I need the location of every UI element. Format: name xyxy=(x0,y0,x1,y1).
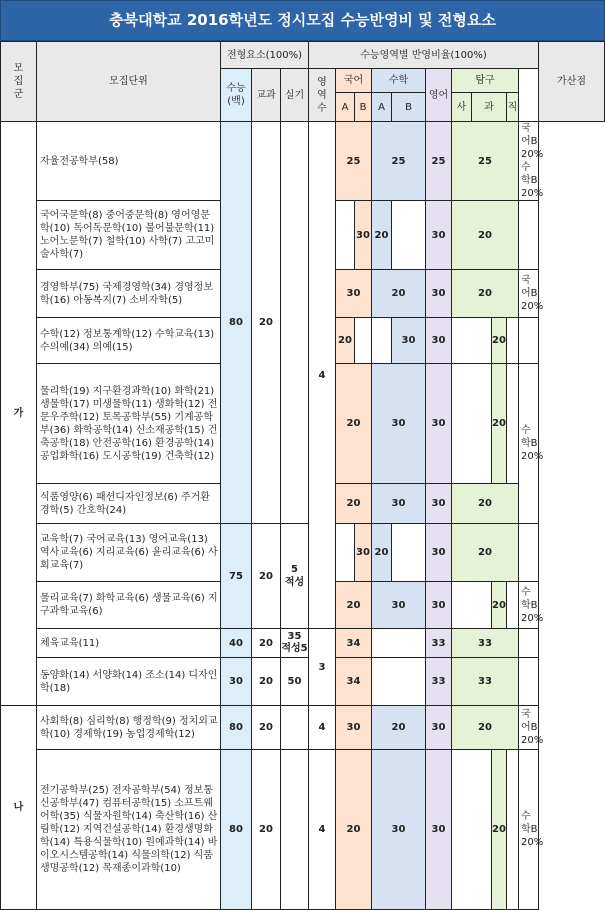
row-unit: 경영학부(75) 국제경영학(34) 경영정보학(16) 아동복지(7) 소비자학(5) xyxy=(37,270,221,318)
math-ratio: 20 xyxy=(372,524,392,582)
row-unit: 물리교육(7) 화학교육(6) 생물교육(6) 지구과학교육(6) xyxy=(37,582,221,629)
silgi-ratio xyxy=(281,750,309,910)
page-title: 충북대학교 2016학년도 정시모집 수능반영비 및 전형요소 xyxy=(0,0,605,41)
row-unit: 물리학(19) 지구환경과학(10) 화학(21) 생물학(17) 미생물학(11) 생화학(12) 전문우주학(12) 토목공학부(55) 기계공학부(36) 화학공학(14) 신소재공학(15) 건축공학(18) 안전공학(16) 환경공학(14) 공업화학(16) 도시공학(19) 건축학(12) xyxy=(37,364,221,484)
area-count: 4 xyxy=(309,750,336,910)
area-count: 4 xyxy=(309,706,336,750)
header-inquiry-jik: 직 xyxy=(507,93,519,122)
header-inquiry: 탐구 xyxy=(452,69,519,93)
english-ratio: 30 xyxy=(426,201,452,270)
english-ratio: 33 xyxy=(426,658,452,706)
header-ratio: 수능영역별 반영비율(100%) xyxy=(309,42,539,69)
english-ratio: 30 xyxy=(426,364,452,484)
silgi-ratio: 50 xyxy=(281,658,309,706)
korean-ratio: 30 xyxy=(336,706,372,750)
math-b-cell xyxy=(392,524,426,582)
row-unit: 동양화(14) 서양화(14) 조소(14) 디자인학(18) xyxy=(37,658,221,706)
row-unit: 사회학(8) 심리학(8) 행정학(9) 정치외교학(10) 경제학(19) 농업경제학(12) xyxy=(37,706,221,750)
math-ratio: 30 xyxy=(392,318,426,364)
header-inquiry-gwa: 과 xyxy=(472,93,507,122)
english-ratio: 30 xyxy=(426,706,452,750)
bonus-note: 수학B 20% xyxy=(519,750,539,910)
math-ratio: 30 xyxy=(372,364,426,484)
header-korean: 국어 xyxy=(336,69,372,93)
row-unit: 식품영양(6) 패션디자인정보(6) 주거환경학(5) 간호학(24) xyxy=(37,484,221,524)
silgi-ratio: 5 적성 xyxy=(281,524,309,629)
silgi-ratio: 35 적성5 xyxy=(281,629,309,658)
group-ga: 가 xyxy=(1,122,37,706)
math-ratio: 20 xyxy=(372,706,426,750)
inquiry-ratio: 33 xyxy=(452,658,519,706)
math-ratio: 20 xyxy=(372,201,392,270)
gyogwa-ratio: 20 xyxy=(252,706,281,750)
english-ratio: 30 xyxy=(426,270,452,318)
inquiry-ratio: 20 xyxy=(452,524,519,582)
bonus-note xyxy=(519,318,539,364)
korean-ratio: 25 xyxy=(336,122,372,201)
header-korean-a: A xyxy=(336,93,355,122)
korean-ratio: 34 xyxy=(336,658,372,706)
row-unit: 교육학(7) 국어교육(13) 영어교육(13) 역사교육(6) 지리교육(6) 윤리교육(6) 사회교육(7) xyxy=(37,524,221,582)
row-unit: 자율전공학부(58) xyxy=(37,122,221,201)
bonus-note: 국어B 20% xyxy=(519,706,539,750)
gyogwa-ratio: 20 xyxy=(252,122,281,524)
korean-ratio: 20 xyxy=(336,750,372,910)
korean-ratio: 20 xyxy=(336,484,372,524)
bonus-note xyxy=(519,524,539,582)
math-a-cell xyxy=(372,318,392,364)
inquiry-pad xyxy=(507,318,519,364)
english-ratio: 30 xyxy=(426,750,452,910)
row-unit: 국어국문학(8) 중어중문학(8) 영어영문학(10) 독어독문학(10) 불어불문학(11) 노어노문학(7) 철학(10) 사학(7) 고고미술사학(7) xyxy=(37,201,221,270)
inquiry-pad xyxy=(452,364,492,484)
gyogwa-ratio: 20 xyxy=(252,750,281,910)
inquiry-pad xyxy=(452,318,492,364)
korean-a-cell xyxy=(336,201,355,270)
inquiry-ratio: 25 xyxy=(452,122,519,201)
inquiry-ratio: 33 xyxy=(452,629,519,658)
inquiry-pad xyxy=(452,750,492,910)
inquiry-ratio: 20 xyxy=(452,484,519,524)
inquiry-ratio: 20 xyxy=(492,582,507,629)
header-bonus: 가산점 xyxy=(539,42,605,122)
bonus-note xyxy=(519,629,539,658)
korean-ratio: 30 xyxy=(355,201,372,270)
english-ratio: 30 xyxy=(426,318,452,364)
bonus-note: 수학B 20% xyxy=(519,582,539,629)
math-ratio: 30 xyxy=(372,484,426,524)
suneung-ratio: 80 xyxy=(221,750,252,910)
korean-a-cell xyxy=(336,524,355,582)
header-area-count: 영 역 수 xyxy=(309,69,336,122)
group-na: 나 xyxy=(1,706,37,910)
row-unit: 수학(12) 정보통계학(12) 수학교육(13) 수의예(34) 의예(15) xyxy=(37,318,221,364)
korean-ratio: 34 xyxy=(336,629,372,658)
header-inquiry-sa: 사 xyxy=(452,93,472,122)
inquiry-pad xyxy=(507,364,519,484)
header-korean-b: B xyxy=(355,93,372,122)
gyogwa-ratio: 20 xyxy=(252,658,281,706)
inquiry-ratio: 20 xyxy=(452,706,519,750)
header-math-b: B xyxy=(392,93,426,122)
area-count: 3 xyxy=(309,629,336,706)
korean-b-cell xyxy=(355,318,372,364)
header-elements: 전형요소(100%) xyxy=(221,42,309,69)
bonus-note: 수학B 20% xyxy=(519,364,539,524)
inquiry-pad xyxy=(507,582,519,629)
inquiry-ratio: 20 xyxy=(492,364,507,484)
header-gyogwa: 교과 xyxy=(252,69,281,122)
english-ratio: 30 xyxy=(426,524,452,582)
english-ratio: 33 xyxy=(426,629,452,658)
gyogwa-ratio: 20 xyxy=(252,629,281,658)
header-group: 모 집 군 xyxy=(1,42,37,122)
row-unit: 전기공학부(25) 전자공학부(54) 정보통신공학부(47) 컴퓨터공학(15) 소프트웨어학(35) 식물자원학(14) 축산학(16) 산림학(12) 지역건설공학(14) 환경생명화학(14) 특용식물학(10) 원예과학(14) 바이오시스템공학(14) 식물의학(12) 식품생명공학(12) 목재종이과학(10) xyxy=(37,750,221,910)
english-ratio: 30 xyxy=(426,484,452,524)
gyogwa-ratio: 20 xyxy=(252,524,281,629)
inquiry-pad xyxy=(507,750,519,910)
bonus-note xyxy=(519,201,539,270)
math-ratio: 30 xyxy=(372,750,426,910)
inquiry-ratio: 20 xyxy=(452,270,519,318)
math-ratio: 30 xyxy=(372,582,426,629)
suneung-ratio: 40 xyxy=(221,629,252,658)
silgi-ratio xyxy=(281,122,309,524)
suneung-ratio: 30 xyxy=(221,658,252,706)
korean-ratio: 20 xyxy=(336,318,355,364)
bonus-note: 국어B 20% 수학B 20% xyxy=(519,122,539,201)
english-ratio: 25 xyxy=(426,122,452,201)
inquiry-ratio: 20 xyxy=(492,318,507,364)
inquiry-pad xyxy=(452,582,492,629)
header-english: 영어 xyxy=(426,69,452,122)
inquiry-ratio: 20 xyxy=(492,750,507,910)
suneung-ratio: 80 xyxy=(221,122,252,524)
suneung-ratio: 75 xyxy=(221,524,252,629)
math-ratio xyxy=(372,629,426,658)
area-count: 4 xyxy=(309,122,336,629)
math-b-cell xyxy=(392,201,426,270)
korean-ratio: 20 xyxy=(336,364,372,484)
korean-ratio: 30 xyxy=(336,270,372,318)
korean-ratio: 20 xyxy=(336,582,372,629)
row-unit: 체육교육(11) xyxy=(37,629,221,658)
header-unit: 모집단위 xyxy=(37,42,221,122)
bonus-note xyxy=(519,658,539,706)
suneung-ratio: 80 xyxy=(221,706,252,750)
header-math: 수학 xyxy=(372,69,426,93)
silgi-ratio xyxy=(281,706,309,750)
header-silgi: 실기 xyxy=(281,69,309,122)
math-ratio xyxy=(372,658,426,706)
korean-ratio: 30 xyxy=(355,524,372,582)
inquiry-ratio: 20 xyxy=(452,201,519,270)
bonus-note: 국어B 20% xyxy=(519,270,539,318)
admission-table xyxy=(0,41,605,910)
english-ratio: 30 xyxy=(426,582,452,629)
math-ratio: 25 xyxy=(372,122,426,201)
header-math-a: A xyxy=(372,93,392,122)
header-suneung: 수능(백) xyxy=(221,69,252,122)
math-ratio: 20 xyxy=(372,270,426,318)
